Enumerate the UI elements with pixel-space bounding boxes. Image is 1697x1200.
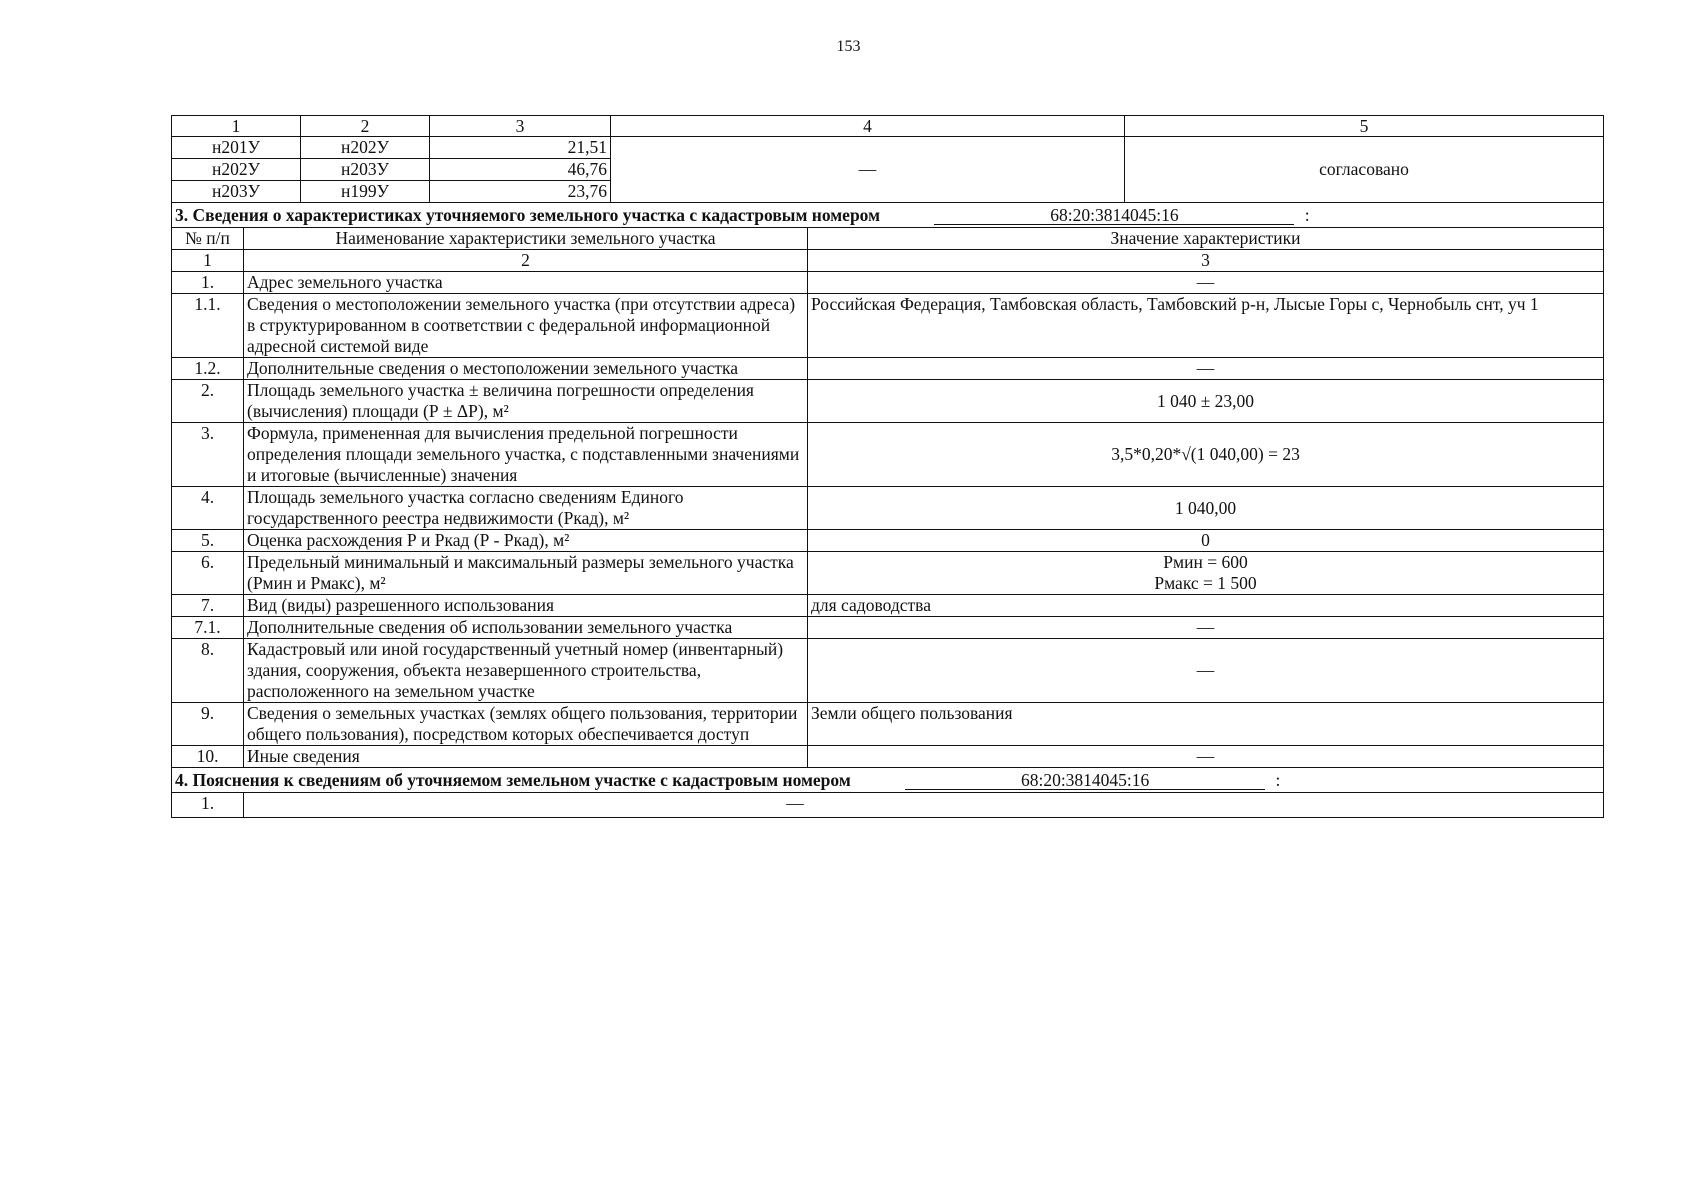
section3-header-numbers-row [172, 250, 1604, 272]
row-number: 9. [172, 703, 244, 746]
segment-length: 46,76 [430, 159, 611, 181]
characteristic-name: Кадастровый или иной государственный учетный номер (инвентарный) здания, сооружения, объекта незавершенного строительства, расположенного на земельном участке [244, 639, 808, 703]
borders-header-row [172, 116, 1604, 137]
table-row [172, 746, 1604, 768]
characteristic-name: Площадь земельного участка согласно сведениям Единого государственного реестра недвижимости (Ркад), м² [244, 487, 808, 530]
header-number: 3 [808, 250, 1604, 272]
characteristic-name: Площадь земельного участка ± величина погрешности определения (вычисления) площади (Р ± ΔР), м² [244, 380, 808, 423]
value-line: Рмин = 600 [1163, 552, 1248, 572]
row-number: 8. [172, 639, 244, 703]
header-number: 2 [244, 250, 808, 272]
section4-table [171, 767, 1604, 818]
row-number: 2. [172, 380, 244, 423]
row-number: 7.1. [172, 617, 244, 639]
header-cell: 4 [611, 116, 1125, 137]
section4-colon: : [1275, 770, 1281, 790]
characteristic-value: Земли общего пользования [808, 703, 1604, 746]
row-number: 1.2. [172, 358, 244, 380]
table-row [172, 595, 1604, 617]
row-number: 7. [172, 595, 244, 617]
characteristic-value: — [808, 358, 1604, 380]
document-body [171, 115, 1603, 818]
characteristic-value: 3,5*0,20*√(1 040,00) = 23 [808, 423, 1604, 487]
characteristic-value: 0 [808, 530, 1604, 552]
section3-table [171, 202, 1604, 768]
section3-cadastral-number: 68:20:3814045:16 [934, 206, 1294, 225]
row-value: — [244, 793, 1604, 818]
row-number: 5. [172, 530, 244, 552]
characteristic-value: — [808, 272, 1604, 294]
borders-table [171, 115, 1604, 203]
section3-title: 3. Сведения о характеристиках уточняемого земельного участка с кадастровым номером [175, 205, 881, 225]
table-row [172, 703, 1604, 746]
characteristic-value: для садоводства [808, 595, 1604, 617]
row-number: 4. [172, 487, 244, 530]
row-number: 1.1. [172, 294, 244, 358]
characteristic-name: Формула, примененная для вычисления предельной погрешности определения площади земельного участка, с подставленными значениями и итоговые (вычисленные) значения [244, 423, 808, 487]
point-to: н199У [301, 181, 430, 203]
section3-header-row [172, 228, 1604, 250]
characteristic-name: Сведения о земельных участках (землях общего пользования, территории общего пользования), посредством которых обеспечивается доступ [244, 703, 808, 746]
characteristic-value: Российская Федерация, Тамбовская область, Тамбовский р-н, Лысые Горы с, Чернобыль снт, уч 1 [808, 294, 1604, 358]
point-to: н203У [301, 159, 430, 181]
characteristic-name: Сведения о местоположении земельного участка (при отсутствии адреса) в структурированном в соответствии с федеральной информационной адресной системой виде [244, 294, 808, 358]
row-number: 6. [172, 552, 244, 595]
table-row [172, 358, 1604, 380]
header-cell: 2 [301, 116, 430, 137]
table-row [172, 487, 1604, 530]
header-value: Значение характеристики [808, 228, 1604, 250]
header-cell: 5 [1125, 116, 1604, 137]
table-row [172, 294, 1604, 358]
table-row [172, 423, 1604, 487]
characteristic-name: Предельный минимальный и максимальный размеры земельного участка (Рмин и Рмакс), м² [244, 552, 808, 595]
characteristic-value: — [808, 639, 1604, 703]
section3-colon: : [1304, 205, 1310, 225]
row-number: 1. [172, 272, 244, 294]
characteristic-value: — [808, 617, 1604, 639]
characteristic-value [808, 552, 1604, 595]
point-to: н202У [301, 137, 430, 159]
value-line: Рмакс = 1 500 [1154, 573, 1257, 593]
section3-rows [172, 272, 1604, 768]
table-row [172, 552, 1604, 595]
table-row [172, 272, 1604, 294]
table-row [172, 530, 1604, 552]
characteristic-name: Дополнительные сведения об использовании земельного участка [244, 617, 808, 639]
col4-value: — [611, 137, 1125, 203]
section4-title-row [172, 768, 1604, 793]
characteristic-name: Оценка расхождения Р и Ркад (Р - Ркад), м² [244, 530, 808, 552]
page-number: 153 [836, 38, 861, 55]
header-num: № п/п [172, 228, 244, 250]
header-number: 1 [172, 250, 244, 272]
table-row [172, 380, 1604, 423]
characteristic-value: — [808, 746, 1604, 768]
point-from: н203У [172, 181, 301, 203]
section4-cadastral-number: 68:20:3814045:16 [905, 771, 1265, 790]
segment-length: 21,51 [430, 137, 611, 159]
section4-title: 4. Пояснения к сведениям об уточняемом земельном участке с кадастровым номером [175, 770, 851, 790]
point-from: н202У [172, 159, 301, 181]
characteristic-name: Иные сведения [244, 746, 808, 768]
characteristic-name: Вид (виды) разрешенного использования [244, 595, 808, 617]
characteristic-value: 1 040,00 [808, 487, 1604, 530]
header-cell: 1 [172, 116, 301, 137]
table-row [172, 793, 1604, 818]
characteristic-value: 1 040 ± 23,00 [808, 380, 1604, 423]
table-row [172, 639, 1604, 703]
header-name: Наименование характеристики земельного участка [244, 228, 808, 250]
segment-length: 23,76 [430, 181, 611, 203]
characteristic-name: Дополнительные сведения о местоположении земельного участка [244, 358, 808, 380]
row-number: 10. [172, 746, 244, 768]
point-from: н201У [172, 137, 301, 159]
table-row [172, 137, 1604, 159]
approval-status: согласовано [1125, 137, 1604, 203]
row-number: 3. [172, 423, 244, 487]
section3-title-row [172, 203, 1604, 228]
table-row [172, 617, 1604, 639]
row-number: 1. [172, 793, 244, 818]
header-cell: 3 [430, 116, 611, 137]
characteristic-name: Адрес земельного участка [244, 272, 808, 294]
